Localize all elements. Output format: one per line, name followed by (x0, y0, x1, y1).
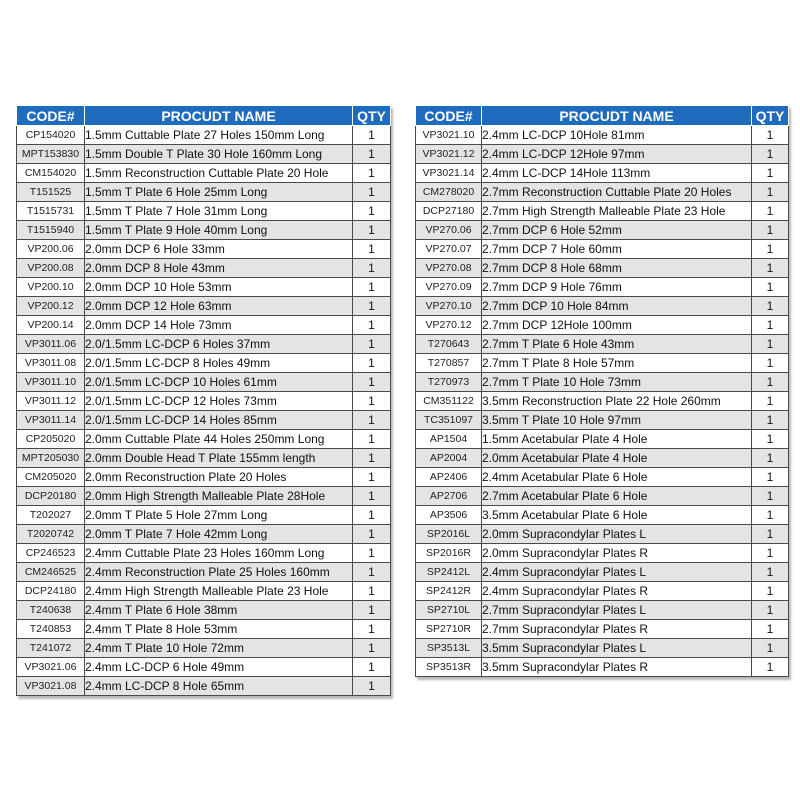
code-cell: VP200.06 (17, 240, 85, 259)
product-name-cell: 2.0mm Supracondylar Plates L (482, 525, 752, 544)
table-row (416, 354, 789, 373)
code-cell: AP2706 (416, 487, 482, 506)
table-row (416, 658, 789, 677)
product-name-cell: 2.0mm Acetabular Plate 4 Hole (482, 449, 752, 468)
qty-cell: 1 (752, 145, 789, 164)
product-name-cell: 2.4mm Supracondylar Plates R (482, 582, 752, 601)
name-column-header: PROCUDT NAME (482, 106, 752, 126)
qty-cell: 1 (752, 221, 789, 240)
code-cell: TC351097 (416, 411, 482, 430)
qty-cell: 1 (752, 202, 789, 221)
table-row (416, 221, 789, 240)
table-row (17, 335, 391, 354)
code-cell: MPT153830 (17, 145, 85, 164)
product-name-cell: 2.7mm Supracondylar Plates R (482, 620, 752, 639)
table-row (416, 601, 789, 620)
table-row (17, 411, 391, 430)
product-name-cell: 2.0mm DCP 6 Hole 33mm (85, 240, 353, 259)
qty-cell: 1 (752, 240, 789, 259)
product-name-cell: 2.7mm DCP 10 Hole 84mm (482, 297, 752, 316)
code-cell: VP200.10 (17, 278, 85, 297)
qty-cell: 1 (353, 221, 391, 240)
qty-cell: 1 (752, 487, 789, 506)
product-name-cell: 2.7mm Acetabular Plate 6 Hole (482, 487, 752, 506)
table-row (416, 392, 789, 411)
table-row (416, 126, 789, 145)
table-row (17, 506, 391, 525)
qty-cell: 1 (353, 145, 391, 164)
code-cell: CM351122 (416, 392, 482, 411)
code-cell: MPT205030 (17, 449, 85, 468)
table-row (17, 221, 391, 240)
qty-cell: 1 (752, 658, 789, 677)
qty-cell: 1 (752, 639, 789, 658)
qty-cell: 1 (353, 411, 391, 430)
qty-cell: 1 (752, 620, 789, 639)
table-row (416, 563, 789, 582)
table-row (416, 620, 789, 639)
product-name-cell: 2.0mm T Plate 5 Hole 27mm Long (85, 506, 353, 525)
product-name-cell: 1.5mm T Plate 9 Hole 40mm Long (85, 221, 353, 240)
code-cell: CM205020 (17, 468, 85, 487)
qty-cell: 1 (353, 373, 391, 392)
table-row (416, 468, 789, 487)
qty-cell: 1 (353, 544, 391, 563)
qty-cell: 1 (353, 278, 391, 297)
product-name-cell: 2.7mm T Plate 6 Hole 43mm (482, 335, 752, 354)
product-name-cell: 2.7mm DCP 6 Hole 52mm (482, 221, 752, 240)
table-row (17, 639, 391, 658)
product-name-cell: 2.4mm LC-DCP 6 Hole 49mm (85, 658, 353, 677)
product-name-cell: 3.5mm Reconstruction Plate 22 Hole 260mm (482, 392, 752, 411)
table-row (416, 582, 789, 601)
table-row (17, 525, 391, 544)
qty-cell: 1 (353, 620, 391, 639)
qty-cell: 1 (353, 677, 391, 696)
product-name-cell: 2.0mm Double Head T Plate 155mm length (85, 449, 353, 468)
code-cell: SP2412L (416, 563, 482, 582)
code-cell: AP3506 (416, 506, 482, 525)
table-row (17, 582, 391, 601)
qty-cell: 1 (752, 411, 789, 430)
qty-cell: 1 (752, 278, 789, 297)
product-name-cell: 1.5mm T Plate 7 Hole 31mm Long (85, 202, 353, 221)
product-name-cell: 2.4mm T Plate 10 Hole 72mm (85, 639, 353, 658)
product-name-cell: 1.5mm Acetabular Plate 4 Hole (482, 430, 752, 449)
table-row (17, 449, 391, 468)
code-cell: DCP20180 (17, 487, 85, 506)
table-row (17, 183, 391, 202)
qty-cell: 1 (752, 354, 789, 373)
table-row (17, 145, 391, 164)
product-name-cell: 1.5mm T Plate 6 Hole 25mm Long (85, 183, 353, 202)
table-row (17, 259, 391, 278)
code-column-header: CODE# (416, 106, 482, 126)
qty-cell: 1 (353, 601, 391, 620)
table-row (17, 677, 391, 696)
code-cell: CM278020 (416, 183, 482, 202)
product-name-cell: 2.0mm DCP 8 Hole 43mm (85, 259, 353, 278)
product-name-cell: 1.5mm Cuttable Plate 27 Holes 150mm Long (85, 126, 353, 145)
product-name-cell: 2.7mm DCP 9 Hole 76mm (482, 278, 752, 297)
table-row (17, 297, 391, 316)
code-cell: VP200.12 (17, 297, 85, 316)
qty-cell: 1 (353, 335, 391, 354)
qty-cell: 1 (353, 639, 391, 658)
product-name-cell: 2.4mm T Plate 8 Hole 53mm (85, 620, 353, 639)
table-row (416, 202, 789, 221)
qty-cell: 1 (353, 506, 391, 525)
qty-cell: 1 (752, 525, 789, 544)
left-table-body (17, 126, 391, 696)
product-name-cell: 2.0/1.5mm LC-DCP 6 Holes 37mm (85, 335, 353, 354)
table-row (416, 259, 789, 278)
product-name-cell: 3.5mm Acetabular Plate 6 Hole (482, 506, 752, 525)
table-row (17, 164, 391, 183)
code-cell: AP2406 (416, 468, 482, 487)
table-header-row (416, 106, 789, 126)
qty-cell: 1 (752, 164, 789, 183)
table-row (17, 373, 391, 392)
table-header-row (17, 106, 391, 126)
product-name-cell: 2.7mm T Plate 8 Hole 57mm (482, 354, 752, 373)
code-cell: SP3513R (416, 658, 482, 677)
code-cell: T241072 (17, 639, 85, 658)
code-cell: VP3011.14 (17, 411, 85, 430)
table-row (17, 202, 391, 221)
right-table-body (416, 126, 789, 677)
table-row (17, 240, 391, 259)
qty-cell: 1 (353, 354, 391, 373)
code-cell: AP1504 (416, 430, 482, 449)
qty-cell: 1 (752, 601, 789, 620)
product-name-cell: 2.7mm Supracondylar Plates L (482, 601, 752, 620)
qty-cell: 1 (353, 164, 391, 183)
table-row (17, 601, 391, 620)
code-cell: VP270.12 (416, 316, 482, 335)
product-name-cell: 2.0/1.5mm LC-DCP 12 Holes 73mm (85, 392, 353, 411)
product-name-cell: 2.4mm LC-DCP 10Hole 81mm (482, 126, 752, 145)
qty-cell: 1 (353, 449, 391, 468)
table-row (416, 487, 789, 506)
code-cell: T1515731 (17, 202, 85, 221)
product-name-cell: 2.7mm Reconstruction Cuttable Plate 20 Holes (482, 183, 752, 202)
code-cell: T1515940 (17, 221, 85, 240)
qty-column-header: QTY (353, 106, 391, 126)
table-row (17, 563, 391, 582)
code-cell: CP246523 (17, 544, 85, 563)
code-cell: T240853 (17, 620, 85, 639)
table-row (17, 354, 391, 373)
product-name-cell: 2.0/1.5mm LC-DCP 8 Holes 49mm (85, 354, 353, 373)
qty-cell: 1 (752, 582, 789, 601)
code-cell: DCP24180 (17, 582, 85, 601)
product-name-cell: 3.5mm T Plate 10 Hole 97mm (482, 411, 752, 430)
table-row (416, 145, 789, 164)
table-row (17, 620, 391, 639)
qty-cell: 1 (353, 183, 391, 202)
qty-cell: 1 (353, 658, 391, 677)
table-row (17, 468, 391, 487)
right-parts-table (415, 105, 789, 677)
code-cell: T151525 (17, 183, 85, 202)
code-cell: SP2016R (416, 544, 482, 563)
product-name-cell: 2.4mm Cuttable Plate 23 Holes 160mm Long (85, 544, 353, 563)
table-row (416, 278, 789, 297)
product-name-cell: 2.0/1.5mm LC-DCP 14 Holes 85mm (85, 411, 353, 430)
code-cell: CM246525 (17, 563, 85, 582)
product-name-cell: 3.5mm Supracondylar Plates L (482, 639, 752, 658)
product-name-cell: 2.0mm DCP 14 Hole 73mm (85, 316, 353, 335)
product-name-cell: 2.0mm DCP 12 Hole 63mm (85, 297, 353, 316)
table-row (416, 297, 789, 316)
code-cell: VP3021.10 (416, 126, 482, 145)
qty-cell: 1 (752, 506, 789, 525)
qty-cell: 1 (353, 316, 391, 335)
table-row (17, 278, 391, 297)
product-name-cell: 2.4mm LC-DCP 14Hole 113mm (482, 164, 752, 183)
code-cell: VP3011.12 (17, 392, 85, 411)
code-cell: T270973 (416, 373, 482, 392)
product-name-cell: 2.4mm Acetabular Plate 6 Hole (482, 468, 752, 487)
qty-cell: 1 (752, 259, 789, 278)
code-cell: VP3021.12 (416, 145, 482, 164)
table-row (416, 639, 789, 658)
product-name-cell: 2.0/1.5mm LC-DCP 10 Holes 61mm (85, 373, 353, 392)
table-row (17, 544, 391, 563)
code-cell: AP2004 (416, 449, 482, 468)
qty-cell: 1 (353, 392, 391, 411)
code-cell: VP3011.10 (17, 373, 85, 392)
code-cell: VP270.09 (416, 278, 482, 297)
table-row (17, 316, 391, 335)
qty-cell: 1 (353, 430, 391, 449)
table-row (17, 487, 391, 506)
code-cell: T2020742 (17, 525, 85, 544)
qty-cell: 1 (752, 563, 789, 582)
table-row (416, 411, 789, 430)
table-row (416, 316, 789, 335)
qty-cell: 1 (752, 316, 789, 335)
code-cell: SP2710R (416, 620, 482, 639)
product-name-cell: 3.5mm Supracondylar Plates R (482, 658, 752, 677)
table-row (17, 430, 391, 449)
qty-cell: 1 (353, 468, 391, 487)
qty-cell: 1 (752, 430, 789, 449)
qty-cell: 1 (353, 487, 391, 506)
product-name-cell: 2.4mm LC-DCP 12Hole 97mm (482, 145, 752, 164)
product-name-cell: 2.0mm T Plate 7 Hole 42mm Long (85, 525, 353, 544)
code-column-header: CODE# (17, 106, 85, 126)
code-cell: CP205020 (17, 430, 85, 449)
code-cell: VP200.14 (17, 316, 85, 335)
code-cell: VP3011.06 (17, 335, 85, 354)
code-cell: T202027 (17, 506, 85, 525)
code-cell: VP3021.06 (17, 658, 85, 677)
code-cell: VP200.08 (17, 259, 85, 278)
code-cell: SP2016L (416, 525, 482, 544)
table-row (416, 373, 789, 392)
product-name-cell: 2.7mm DCP 7 Hole 60mm (482, 240, 752, 259)
code-cell: T270643 (416, 335, 482, 354)
qty-cell: 1 (752, 468, 789, 487)
table-row (416, 240, 789, 259)
code-cell: VP270.06 (416, 221, 482, 240)
table-row (416, 525, 789, 544)
table-row (416, 506, 789, 525)
product-name-cell: 2.7mm High Strength Malleable Plate 23 Hole (482, 202, 752, 221)
qty-column-header: QTY (752, 106, 789, 126)
qty-cell: 1 (353, 297, 391, 316)
table-row (17, 658, 391, 677)
qty-cell: 1 (752, 126, 789, 145)
product-name-cell: 2.0mm Reconstruction Plate 20 Holes (85, 468, 353, 487)
code-cell: VP270.07 (416, 240, 482, 259)
qty-cell: 1 (752, 335, 789, 354)
product-name-cell: 2.0mm Cuttable Plate 44 Holes 250mm Long (85, 430, 353, 449)
product-name-cell: 2.7mm T Plate 10 Hole 73mm (482, 373, 752, 392)
table-row (416, 335, 789, 354)
qty-cell: 1 (353, 259, 391, 278)
table-row (416, 164, 789, 183)
qty-cell: 1 (752, 544, 789, 563)
qty-cell: 1 (752, 183, 789, 202)
code-cell: VP270.10 (416, 297, 482, 316)
code-cell: T270857 (416, 354, 482, 373)
table-row (416, 430, 789, 449)
code-cell: SP2412R (416, 582, 482, 601)
code-cell: VP3021.08 (17, 677, 85, 696)
product-name-cell: 2.4mm LC-DCP 8 Hole 65mm (85, 677, 353, 696)
product-name-cell: 1.5mm Reconstruction Cuttable Plate 20 Hole (85, 164, 353, 183)
code-cell: T240638 (17, 601, 85, 620)
table-row (416, 544, 789, 563)
qty-cell: 1 (752, 392, 789, 411)
product-name-cell: 2.4mm Supracondylar Plates L (482, 563, 752, 582)
qty-cell: 1 (353, 202, 391, 221)
qty-cell: 1 (752, 373, 789, 392)
product-name-cell: 2.0mm Supracondylar Plates R (482, 544, 752, 563)
qty-cell: 1 (353, 126, 391, 145)
product-name-cell: 2.4mm T Plate 6 Hole 38mm (85, 601, 353, 620)
product-name-cell: 2.7mm DCP 12Hole 100mm (482, 316, 752, 335)
product-name-cell: 2.0mm High Strength Malleable Plate 28Hole (85, 487, 353, 506)
qty-cell: 1 (752, 297, 789, 316)
code-cell: VP3011.08 (17, 354, 85, 373)
code-cell: VP270.08 (416, 259, 482, 278)
code-cell: SP3513L (416, 639, 482, 658)
product-name-cell: 2.4mm Reconstruction Plate 25 Holes 160mm (85, 563, 353, 582)
product-name-cell: 2.0mm DCP 10 Hole 53mm (85, 278, 353, 297)
table-row (416, 449, 789, 468)
code-cell: CP154020 (17, 126, 85, 145)
qty-cell: 1 (353, 582, 391, 601)
code-cell: SP2710L (416, 601, 482, 620)
qty-cell: 1 (353, 563, 391, 582)
qty-cell: 1 (353, 240, 391, 259)
table-row (416, 183, 789, 202)
product-name-cell: 2.4mm High Strength Malleable Plate 23 Hole (85, 582, 353, 601)
left-parts-table (16, 105, 391, 696)
table-row (17, 392, 391, 411)
product-name-cell: 2.7mm DCP 8 Hole 68mm (482, 259, 752, 278)
code-cell: CM154020 (17, 164, 85, 183)
code-cell: VP3021.14 (416, 164, 482, 183)
table-row (17, 126, 391, 145)
product-name-cell: 1.5mm Double T Plate 30 Hole 160mm Long (85, 145, 353, 164)
name-column-header: PROCUDT NAME (85, 106, 353, 126)
code-cell: DCP27180 (416, 202, 482, 221)
qty-cell: 1 (752, 449, 789, 468)
qty-cell: 1 (353, 525, 391, 544)
